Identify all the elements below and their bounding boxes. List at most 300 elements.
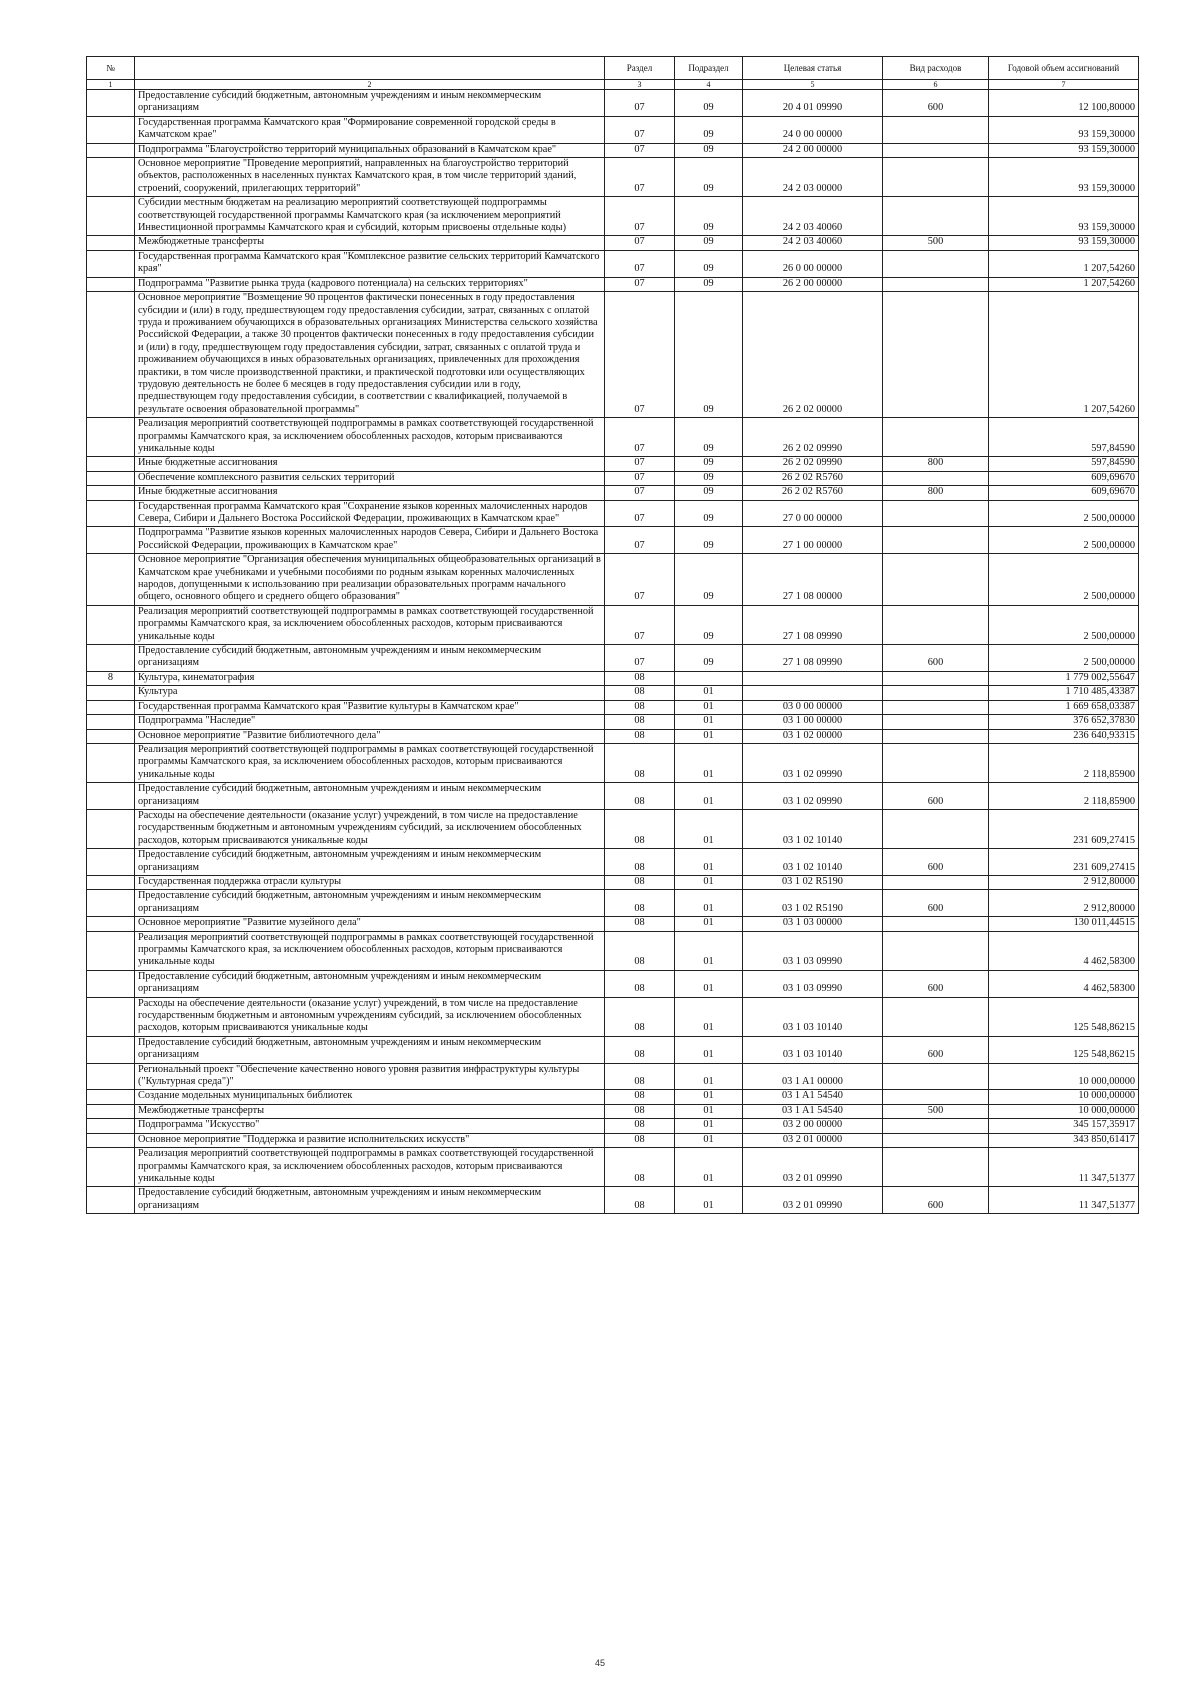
- cell-amount: 10 000,00000: [989, 1090, 1139, 1104]
- cell-name: Реализация мероприятий соответствующей подпрограммы в рамках соответствующей государственной программы Камчатского края, за исключением обособленных расходов, которым присваиваются уникальные коды: [135, 1148, 605, 1187]
- cell-expense-type: [883, 197, 989, 236]
- cell-name: Иные бюджетные ассигнования: [135, 457, 605, 471]
- cell-target-article: 24 2 03 00000: [743, 158, 883, 197]
- table-row: [87, 457, 1139, 471]
- table-row: [87, 997, 1139, 1036]
- cell-razdel: 08: [605, 931, 675, 970]
- table-row: [87, 1119, 1139, 1133]
- cell-podrazdel: 09: [675, 236, 743, 250]
- cell-target-article: 03 1 03 10140: [743, 1036, 883, 1063]
- cell-razdel: 07: [605, 471, 675, 485]
- cell-podrazdel: 09: [675, 292, 743, 418]
- cell-razdel: 08: [605, 875, 675, 889]
- cell-number: [87, 197, 135, 236]
- cell-number: [87, 1148, 135, 1187]
- cell-amount: 231 609,27415: [989, 809, 1139, 848]
- cell-expense-type: 600: [883, 890, 989, 917]
- cell-target-article: 03 1 02 10140: [743, 809, 883, 848]
- header-annual-amount: Годовой объем ассигнований: [989, 57, 1139, 80]
- cell-amount: 2 500,00000: [989, 500, 1139, 527]
- cell-number: [87, 471, 135, 485]
- cell-expense-type: [883, 250, 989, 277]
- cell-name: Государственная программа Камчатского края "Развитие культуры в Камчатском крае": [135, 700, 605, 714]
- cell-name: Государственная программа Камчатского края "Комплексное развитие сельских территорий Камчатского края": [135, 250, 605, 277]
- cell-name: Создание модельных муниципальных библиотек: [135, 1090, 605, 1104]
- cell-amount: 2 500,00000: [989, 527, 1139, 554]
- table-row: [87, 143, 1139, 157]
- cell-amount: 11 347,51377: [989, 1148, 1139, 1187]
- table-row: [87, 1133, 1139, 1147]
- cell-name: Предоставление субсидий бюджетным, автономным учреждениям и иным некоммерческим организациям: [135, 1187, 605, 1214]
- cell-number: 8: [87, 671, 135, 685]
- cell-podrazdel: 09: [675, 527, 743, 554]
- cell-expense-type: 600: [883, 783, 989, 810]
- cell-name: Государственная программа Камчатского края "Формирование современной городской среды в Камчатском крае": [135, 116, 605, 143]
- cell-number: [87, 418, 135, 457]
- cell-podrazdel: 01: [675, 875, 743, 889]
- cell-podrazdel: 01: [675, 970, 743, 997]
- table-row: [87, 250, 1139, 277]
- cell-podrazdel: 09: [675, 277, 743, 291]
- cell-expense-type: 600: [883, 970, 989, 997]
- cell-target-article: 03 1 02 R5190: [743, 890, 883, 917]
- column-index: 7: [989, 80, 1139, 90]
- cell-name: Государственная программа Камчатского края "Сохранение языков коренных малочисленных народов Севера, Сибири и Дальнего Востока Российской Федерации, проживающих в Камчатском крае": [135, 500, 605, 527]
- cell-number: [87, 645, 135, 672]
- cell-name: Предоставление субсидий бюджетным, автономным учреждениям и иным некоммерческим организациям: [135, 890, 605, 917]
- table-row: [87, 471, 1139, 485]
- header-podrazdel: Подраздел: [675, 57, 743, 80]
- cell-podrazdel: 09: [675, 418, 743, 457]
- cell-razdel: 08: [605, 671, 675, 685]
- cell-target-article: 20 4 01 09990: [743, 90, 883, 117]
- cell-expense-type: 500: [883, 1104, 989, 1118]
- cell-razdel: 08: [605, 970, 675, 997]
- cell-amount: 125 548,86215: [989, 1036, 1139, 1063]
- cell-expense-type: [883, 917, 989, 931]
- cell-expense-type: [883, 743, 989, 782]
- cell-podrazdel: 01: [675, 1119, 743, 1133]
- table-row: [87, 875, 1139, 889]
- cell-expense-type: 600: [883, 90, 989, 117]
- table-row: [87, 605, 1139, 644]
- cell-amount: 93 159,30000: [989, 143, 1139, 157]
- cell-amount: 10 000,00000: [989, 1104, 1139, 1118]
- table-row: [87, 116, 1139, 143]
- cell-target-article: 24 0 00 00000: [743, 116, 883, 143]
- column-index: 6: [883, 80, 989, 90]
- cell-podrazdel: 09: [675, 605, 743, 644]
- cell-expense-type: [883, 997, 989, 1036]
- cell-target-article: 24 2 03 40060: [743, 197, 883, 236]
- table-row: [87, 743, 1139, 782]
- cell-razdel: 07: [605, 554, 675, 606]
- table-row: [87, 729, 1139, 743]
- cell-name: Основное мероприятие "Возмещение 90 процентов фактически понесенных в году предоставления субсидии и (или) в году, предшествующем году предоставления субсидии, затрат, связанных с оплатой труда и проживанием обучающихся в образовательных организациях Министерства сельского хозяйства Российской Федерации, а также 30 процентов фактически понесенных в году предоставления субсидии и (или) в году, предшествующем году предоставления субсидии, затрат, связанных с оплатой труда и проживанием обучающихся в иных образовательных организациях, привлеченных для прохождения практики, в том числе производственной практики, и практической подготовки или осуществляющих трудовую деятельность не более 6 месяцев в году предоставления субсидии или в году, предшествующем году предоставления субсидии, в соответствии с квалификацией, получаемой в результате освоения образовательной программы": [135, 292, 605, 418]
- cell-target-article: 03 1 03 00000: [743, 917, 883, 931]
- cell-amount: 2 500,00000: [989, 645, 1139, 672]
- cell-amount: 2 912,80000: [989, 890, 1139, 917]
- cell-number: [87, 277, 135, 291]
- cell-number: [87, 1187, 135, 1214]
- cell-expense-type: [883, 158, 989, 197]
- cell-podrazdel: 01: [675, 1148, 743, 1187]
- header-name: [135, 57, 605, 80]
- cell-amount: 609,69670: [989, 486, 1139, 500]
- table-row: [87, 418, 1139, 457]
- cell-expense-type: [883, 292, 989, 418]
- cell-number: [87, 917, 135, 931]
- cell-target-article: [743, 686, 883, 700]
- table-row: [87, 700, 1139, 714]
- cell-target-article: 03 0 00 00000: [743, 700, 883, 714]
- cell-razdel: 08: [605, 729, 675, 743]
- cell-amount: 1 669 658,03387: [989, 700, 1139, 714]
- cell-razdel: 07: [605, 143, 675, 157]
- cell-podrazdel: 01: [675, 1036, 743, 1063]
- cell-name: Основное мероприятие "Развитие библиотечного дела": [135, 729, 605, 743]
- cell-amount: 93 159,30000: [989, 158, 1139, 197]
- cell-razdel: 08: [605, 1133, 675, 1147]
- cell-amount: 1 710 485,43387: [989, 686, 1139, 700]
- table-row: [87, 158, 1139, 197]
- table-row: [87, 1036, 1139, 1063]
- cell-amount: 93 159,30000: [989, 116, 1139, 143]
- cell-target-article: 03 2 01 00000: [743, 1133, 883, 1147]
- cell-target-article: 26 2 02 09990: [743, 457, 883, 471]
- column-index: 5: [743, 80, 883, 90]
- cell-expense-type: 600: [883, 1036, 989, 1063]
- header-target-article: Целевая статья: [743, 57, 883, 80]
- cell-target-article: 03 1 02 10140: [743, 849, 883, 876]
- cell-name: Государственная поддержка отрасли культуры: [135, 875, 605, 889]
- cell-amount: 345 157,35917: [989, 1119, 1139, 1133]
- cell-podrazdel: 01: [675, 1133, 743, 1147]
- cell-number: [87, 250, 135, 277]
- cell-target-article: 03 1 02 00000: [743, 729, 883, 743]
- cell-target-article: 03 1 03 09990: [743, 970, 883, 997]
- cell-name: Предоставление субсидий бюджетным, автономным учреждениям и иным некоммерческим организациям: [135, 90, 605, 117]
- cell-amount: 4 462,58300: [989, 931, 1139, 970]
- cell-number: [87, 236, 135, 250]
- cell-amount: 10 000,00000: [989, 1063, 1139, 1090]
- table-row: [87, 236, 1139, 250]
- table-row: [87, 554, 1139, 606]
- cell-razdel: 07: [605, 292, 675, 418]
- cell-amount: 125 548,86215: [989, 997, 1139, 1036]
- cell-podrazdel: 01: [675, 890, 743, 917]
- cell-amount: 1 779 002,55647: [989, 671, 1139, 685]
- cell-podrazdel: [675, 671, 743, 685]
- cell-expense-type: [883, 1119, 989, 1133]
- cell-amount: 2 500,00000: [989, 554, 1139, 606]
- cell-name: Реализация мероприятий соответствующей подпрограммы в рамках соответствующей государственной программы Камчатского края, за исключением обособленных расходов, которым присваиваются уникальные коды: [135, 743, 605, 782]
- cell-razdel: 07: [605, 457, 675, 471]
- cell-amount: 1 207,54260: [989, 277, 1139, 291]
- cell-target-article: 03 1 02 09990: [743, 783, 883, 810]
- cell-razdel: 07: [605, 418, 675, 457]
- cell-number: [87, 849, 135, 876]
- cell-name: Предоставление субсидий бюджетным, автономным учреждениям и иным некоммерческим организациям: [135, 970, 605, 997]
- cell-podrazdel: 01: [675, 715, 743, 729]
- cell-razdel: 08: [605, 1148, 675, 1187]
- column-index: 3: [605, 80, 675, 90]
- column-index-row: [87, 80, 1139, 90]
- cell-podrazdel: 09: [675, 197, 743, 236]
- cell-target-article: 26 0 00 00000: [743, 250, 883, 277]
- table-row: [87, 500, 1139, 527]
- cell-razdel: 08: [605, 700, 675, 714]
- cell-expense-type: [883, 143, 989, 157]
- cell-target-article: 26 2 00 00000: [743, 277, 883, 291]
- cell-target-article: 24 2 03 40060: [743, 236, 883, 250]
- cell-amount: 2 500,00000: [989, 605, 1139, 644]
- cell-name: Подпрограмма "Развитие языков коренных малочисленных народов Севера, Сибири и Дальнего Востока Российской Федерации, проживающих в Камчатском крае": [135, 527, 605, 554]
- cell-razdel: 07: [605, 116, 675, 143]
- cell-expense-type: 600: [883, 849, 989, 876]
- cell-razdel: 08: [605, 1187, 675, 1214]
- cell-number: [87, 1133, 135, 1147]
- cell-amount: 2 118,85900: [989, 783, 1139, 810]
- table-body: [87, 90, 1139, 1214]
- cell-razdel: 08: [605, 1104, 675, 1118]
- cell-amount: 231 609,27415: [989, 849, 1139, 876]
- cell-razdel: 08: [605, 743, 675, 782]
- cell-name: Региональный проект "Обеспечение качественно нового уровня развития инфраструктуры культуры ("Культурная среда")": [135, 1063, 605, 1090]
- cell-number: [87, 783, 135, 810]
- cell-name: Расходы на обеспечение деятельности (оказание услуг) учреждений, в том числе на предоставление государственным бюджетным и автономным учреждениям субсидий, за исключением обособленных расходов, которым присваиваются уникальные коды: [135, 809, 605, 848]
- header-expense-type: Вид расходов: [883, 57, 989, 80]
- cell-amount: 343 850,61417: [989, 1133, 1139, 1147]
- cell-expense-type: 500: [883, 236, 989, 250]
- table-row: [87, 931, 1139, 970]
- cell-podrazdel: 09: [675, 116, 743, 143]
- cell-expense-type: [883, 277, 989, 291]
- cell-podrazdel: 09: [675, 486, 743, 500]
- cell-number: [87, 500, 135, 527]
- cell-podrazdel: 01: [675, 700, 743, 714]
- cell-number: [87, 1063, 135, 1090]
- cell-number: [87, 875, 135, 889]
- cell-name: Реализация мероприятий соответствующей подпрограммы в рамках соответствующей государственной программы Камчатского края, за исключением обособленных расходов, которым присваиваются уникальные коды: [135, 418, 605, 457]
- header-number: №: [87, 57, 135, 80]
- cell-amount: 1 207,54260: [989, 292, 1139, 418]
- cell-expense-type: [883, 116, 989, 143]
- table-row: [87, 849, 1139, 876]
- cell-expense-type: 800: [883, 486, 989, 500]
- cell-name: Культура: [135, 686, 605, 700]
- cell-number: [87, 1104, 135, 1118]
- cell-expense-type: [883, 471, 989, 485]
- cell-podrazdel: 01: [675, 997, 743, 1036]
- cell-name: Основное мероприятие "Поддержка и развитие исполнительских искусств": [135, 1133, 605, 1147]
- cell-number: [87, 997, 135, 1036]
- table-row: [87, 783, 1139, 810]
- table-row: [87, 970, 1139, 997]
- cell-target-article: 03 1 A1 54540: [743, 1104, 883, 1118]
- cell-expense-type: [883, 715, 989, 729]
- cell-name: Основное мероприятие "Организация обеспечения муниципальных общеобразовательных организаций в Камчатском крае учебниками и учебными пособиями по родным языкам коренных малочисленных народов, допущенными к использованию при реализации образовательных программ начального общего, основного общего и среднего общего образования": [135, 554, 605, 606]
- cell-target-article: 03 2 00 00000: [743, 1119, 883, 1133]
- cell-podrazdel: 09: [675, 90, 743, 117]
- cell-target-article: 03 1 03 09990: [743, 931, 883, 970]
- cell-number: [87, 457, 135, 471]
- table-row: [87, 292, 1139, 418]
- cell-name: Предоставление субсидий бюджетным, автономным учреждениям и иным некоммерческим организациям: [135, 645, 605, 672]
- cell-razdel: 08: [605, 997, 675, 1036]
- cell-expense-type: [883, 1133, 989, 1147]
- table-row: [87, 197, 1139, 236]
- cell-razdel: 08: [605, 686, 675, 700]
- cell-target-article: 03 1 02 R5190: [743, 875, 883, 889]
- cell-number: [87, 715, 135, 729]
- cell-podrazdel: 01: [675, 849, 743, 876]
- cell-target-article: 03 2 01 09990: [743, 1187, 883, 1214]
- cell-target-article: 26 2 02 00000: [743, 292, 883, 418]
- cell-razdel: 08: [605, 890, 675, 917]
- cell-name: Предоставление субсидий бюджетным, автономным учреждениям и иным некоммерческим организациям: [135, 849, 605, 876]
- cell-number: [87, 890, 135, 917]
- cell-razdel: 08: [605, 1090, 675, 1104]
- table-header: [87, 57, 1139, 90]
- cell-podrazdel: 09: [675, 500, 743, 527]
- cell-number: [87, 1090, 135, 1104]
- cell-expense-type: 800: [883, 457, 989, 471]
- table-row: [87, 1148, 1139, 1187]
- cell-name: Подпрограмма "Благоустройство территорий муниципальных образований в Камчатском крае": [135, 143, 605, 157]
- cell-target-article: 27 0 00 00000: [743, 500, 883, 527]
- table-row: [87, 90, 1139, 117]
- cell-name: Основное мероприятие "Проведение мероприятий, направленных на благоустройство территорий объектов, расположенных в населенных пунктах Камчатского края, в том числе территорий зданий, строений, сооружений, прилегающих территорий": [135, 158, 605, 197]
- cell-expense-type: [883, 418, 989, 457]
- cell-target-article: 27 1 08 00000: [743, 554, 883, 606]
- document-sheet: [86, 56, 1138, 1214]
- table-row: [87, 890, 1139, 917]
- cell-name: Межбюджетные трансферты: [135, 236, 605, 250]
- table-row: [87, 527, 1139, 554]
- cell-podrazdel: 09: [675, 645, 743, 672]
- table-row: [87, 1104, 1139, 1118]
- cell-razdel: 07: [605, 645, 675, 672]
- cell-razdel: 07: [605, 527, 675, 554]
- cell-podrazdel: 09: [675, 158, 743, 197]
- cell-number: [87, 809, 135, 848]
- cell-podrazdel: 01: [675, 783, 743, 810]
- cell-razdel: 08: [605, 783, 675, 810]
- budget-table: [86, 56, 1139, 1214]
- cell-razdel: 08: [605, 1119, 675, 1133]
- cell-name: Реализация мероприятий соответствующей подпрограммы в рамках соответствующей государственной программы Камчатского края, за исключением обособленных расходов, которым присваиваются уникальные коды: [135, 931, 605, 970]
- cell-target-article: 26 2 02 09990: [743, 418, 883, 457]
- column-index: 1: [87, 80, 135, 90]
- column-index: 4: [675, 80, 743, 90]
- cell-number: [87, 527, 135, 554]
- cell-name: Подпрограмма "Развитие рынка труда (кадрового потенциала) на сельских территориях": [135, 277, 605, 291]
- cell-expense-type: [883, 875, 989, 889]
- table-row: [87, 809, 1139, 848]
- cell-name: Культура, кинематография: [135, 671, 605, 685]
- cell-expense-type: [883, 1148, 989, 1187]
- cell-podrazdel: 01: [675, 743, 743, 782]
- cell-number: [87, 743, 135, 782]
- cell-amount: 12 100,80000: [989, 90, 1139, 117]
- cell-amount: 1 207,54260: [989, 250, 1139, 277]
- header-row: [87, 57, 1139, 80]
- cell-name: Подпрограмма "Искусство": [135, 1119, 605, 1133]
- cell-razdel: 08: [605, 809, 675, 848]
- table-row: [87, 1187, 1139, 1214]
- cell-number: [87, 1119, 135, 1133]
- cell-amount: 376 652,37830: [989, 715, 1139, 729]
- cell-amount: 93 159,30000: [989, 197, 1139, 236]
- column-index: 2: [135, 80, 605, 90]
- table-row: [87, 1063, 1139, 1090]
- cell-expense-type: [883, 1090, 989, 1104]
- cell-target-article: 27 1 08 09990: [743, 645, 883, 672]
- cell-name: Реализация мероприятий соответствующей подпрограммы в рамках соответствующей государственной программы Камчатского края, за исключением обособленных расходов, которым присваиваются уникальные коды: [135, 605, 605, 644]
- cell-podrazdel: 09: [675, 554, 743, 606]
- cell-podrazdel: 01: [675, 1090, 743, 1104]
- cell-expense-type: [883, 809, 989, 848]
- cell-expense-type: 600: [883, 1187, 989, 1214]
- cell-podrazdel: 09: [675, 471, 743, 485]
- cell-amount: 93 159,30000: [989, 236, 1139, 250]
- cell-podrazdel: 01: [675, 729, 743, 743]
- cell-razdel: 07: [605, 236, 675, 250]
- cell-number: [87, 700, 135, 714]
- cell-target-article: 27 1 00 00000: [743, 527, 883, 554]
- cell-number: [87, 292, 135, 418]
- cell-number: [87, 970, 135, 997]
- table-row: [87, 686, 1139, 700]
- cell-razdel: 07: [605, 277, 675, 291]
- cell-expense-type: [883, 605, 989, 644]
- cell-podrazdel: 01: [675, 809, 743, 848]
- page-number: 45: [594, 1658, 605, 1668]
- cell-amount: 2 118,85900: [989, 743, 1139, 782]
- cell-podrazdel: 01: [675, 1104, 743, 1118]
- cell-number: [87, 729, 135, 743]
- cell-expense-type: [883, 1063, 989, 1090]
- cell-expense-type: [883, 554, 989, 606]
- cell-amount: 4 462,58300: [989, 970, 1139, 997]
- cell-razdel: 07: [605, 90, 675, 117]
- cell-expense-type: 600: [883, 645, 989, 672]
- cell-podrazdel: 09: [675, 457, 743, 471]
- cell-razdel: 08: [605, 1036, 675, 1063]
- cell-razdel: 07: [605, 500, 675, 527]
- cell-target-article: 03 1 00 00000: [743, 715, 883, 729]
- cell-name: Предоставление субсидий бюджетным, автономным учреждениям и иным некоммерческим организациям: [135, 783, 605, 810]
- cell-podrazdel: 01: [675, 917, 743, 931]
- cell-number: [87, 605, 135, 644]
- cell-expense-type: [883, 527, 989, 554]
- cell-target-article: 03 1 03 10140: [743, 997, 883, 1036]
- cell-expense-type: [883, 500, 989, 527]
- cell-podrazdel: 01: [675, 1063, 743, 1090]
- cell-target-article: 03 2 01 09990: [743, 1148, 883, 1187]
- cell-name: Расходы на обеспечение деятельности (оказание услуг) учреждений, в том числе на предоставление государственным бюджетным и автономным учреждениям субсидий, за исключением обособленных расходов, которым присваиваются уникальные коды: [135, 997, 605, 1036]
- cell-razdel: 07: [605, 158, 675, 197]
- cell-target-article: 03 1 A1 00000: [743, 1063, 883, 1090]
- cell-podrazdel: 01: [675, 686, 743, 700]
- cell-target-article: [743, 671, 883, 685]
- cell-name: Субсидии местным бюджетам на реализацию мероприятий соответствующей подпрограммы соответствующей государственной программы Камчатского края (за исключением мероприятий Инвестиционной программы Камчатского края и субсидий, которым присвоены отдельные коды): [135, 197, 605, 236]
- cell-razdel: 08: [605, 849, 675, 876]
- cell-name: Предоставление субсидий бюджетным, автономным учреждениям и иным некоммерческим организациям: [135, 1036, 605, 1063]
- cell-podrazdel: 09: [675, 250, 743, 277]
- cell-expense-type: [883, 729, 989, 743]
